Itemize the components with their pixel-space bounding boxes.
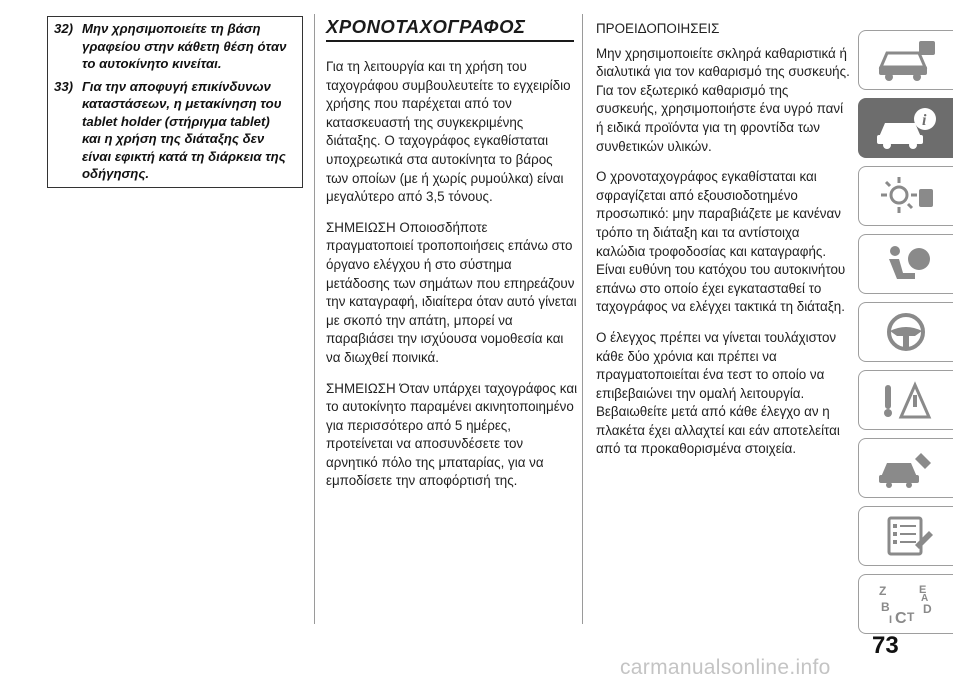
page-number: 73 [872, 632, 899, 659]
warning-box [47, 16, 303, 188]
watermark: carmanualsonline.info [620, 656, 831, 679]
column-divider-left [314, 14, 315, 624]
tab-warning-lights[interactable] [858, 166, 953, 226]
warning-lights-icon [875, 175, 937, 217]
index-letter: E [919, 584, 927, 596]
precautions-paragraph: Μην χρησιμοποιείτε σκληρά καθαριστικά ή διαλυτικά για τον καθαρισμό της συσκευής. Για τον εξωτερικό καθαρισμό της συσκευής, χρησιμοποιήστε ένα υγρό πανί ή ειδικά προϊόντα για τη φροντίδα των συνθετικών υλικών. [596, 45, 850, 154]
section-body [326, 58, 578, 503]
warning-item-number: 32) [54, 21, 74, 36]
tab-maintenance[interactable] [858, 438, 953, 498]
svg-text:i: i [922, 112, 927, 129]
index-letter: I [889, 614, 893, 625]
airbag-seat-icon [875, 243, 937, 285]
precautions-heading: ΠΡΟΕΙΔΟΠΟΙΗΣΕΙΣ [596, 21, 720, 36]
index-letter: D [923, 602, 932, 616]
tab-technical-data[interactable] [858, 506, 953, 566]
emergency-icon [875, 379, 937, 421]
note-paragraph: ΣΗΜΕΙΩΣΗ Όταν υπάρχει ταχογράφος και το αυτοκίνητο παραμένει ακινητοποιημένο για περισσότερο από 5 ημέρες, προτείνεται να αποσυνδέσετε τον αρνητικό πόλο της μπαταρίας, για να εμποδίσετε την αποφόρτισή της. [326, 380, 578, 489]
precautions-body [596, 20, 852, 471]
column-divider-right [582, 14, 583, 624]
index-letters-icon [875, 583, 937, 625]
index-letter: A [921, 593, 929, 604]
tab-emergency[interactable] [858, 370, 953, 430]
chapter-tabs [858, 30, 953, 642]
car-maintenance-icon [875, 447, 937, 489]
warning-item-text: Για την αποφυγή επικίνδυνων καταστάσεων, η μετακίνηση του tablet holder (στήριγμα tablet) και η χρήση της διάταξης δεν είναι εφικτή κατά τη διάρκεια της οδήγησης. [82, 78, 286, 181]
body-paragraph: Για τη λειτουργία και τη χρήση του ταχογράφου συμβουλευτείτε το εγχειρίδιο χρήσης που παρέχεται από τον κατασκευαστή της συγκεκριμένης διάταξης. Ο ταχογράφος εγκαθίσταται υποχρεωτικά στα αυτοκίνητα το βάρος των οποίων (με ή χωρίς ρυμούλκα) είναι μεγαλύτερο από 3,5 τόνους. [326, 59, 571, 205]
index-letter: B [881, 600, 890, 614]
index-letter: C [895, 610, 907, 625]
tab-starting-driving[interactable] [858, 302, 953, 362]
tab-index[interactable] [858, 574, 953, 634]
warning-item-text: Μην χρησιμοποιείτε τη βάση γραφείου στην κάθετη θέση όταν το αυτοκίνητο κινείται. [82, 21, 287, 71]
warning-item [54, 78, 292, 183]
car-info-icon [875, 107, 937, 149]
precautions-paragraph: Ο έλεγχος πρέπει να γίνεται τουλάχιστον κάθε δύο χρόνια και πρέπει να πραγματοποιείται ένα τεστ το οποίο να επιβεβαιώνει την ομαλή λειτουργία. Βεβαιωθείτε μετά από κάθε έλεγχο αν η πλακέτα έχει αλλαχτεί και εάν αποτελείται από τα προκαθορισμένα στοιχεία. [596, 329, 840, 457]
steering-wheel-icon [875, 311, 937, 353]
index-letter: T [907, 610, 915, 624]
note-paragraph: ΣΗΜΕΙΩΣΗ Οποιοσδήποτε πραγματοποιεί τροποποιήσεις επάνω στο όργανο ελέγχου ή στο σύστημα μετάδοσης των σημάτων που επηρεάζουν την καταγραφή, ιδιαίτερα όταν αυτό γίνεται με σκοπό την απάτη, μπορεί να παραβιάσει την ισχύουσα νομοθεσία και να διωχθεί ποινικά. [326, 219, 577, 365]
section-title: ΧΡΟΝΟΤΑΧΟΓΡΑΦΟΣ [326, 16, 574, 42]
tab-dashboard[interactable] [858, 30, 953, 90]
precautions-paragraph: Ο χρονοταχογράφος εγκαθίσταται και σφραγίζεται από εξουσιοδοτημένο προσωπικό: μην παραβιάζετε με κανέναν τρόπο τη διάταξη και τα αντίστοιχα καλώδια τροφοδοσίας και καταγραφής. Είναι ευθύνη του κατόχου του αυτοκινήτου επάνω στο οποίο έχει εγκατασταθεί το ταχογράφος να ελέγχει τακτικά τη διάταξη. [596, 169, 846, 315]
warning-item-number: 33) [54, 78, 74, 94]
technical-data-icon [875, 515, 937, 557]
car-dashboard-icon [875, 39, 937, 81]
warning-item [54, 20, 292, 73]
tab-car-info[interactable] [858, 98, 953, 158]
tab-safety[interactable] [858, 234, 953, 294]
index-letter: Z [879, 584, 887, 598]
